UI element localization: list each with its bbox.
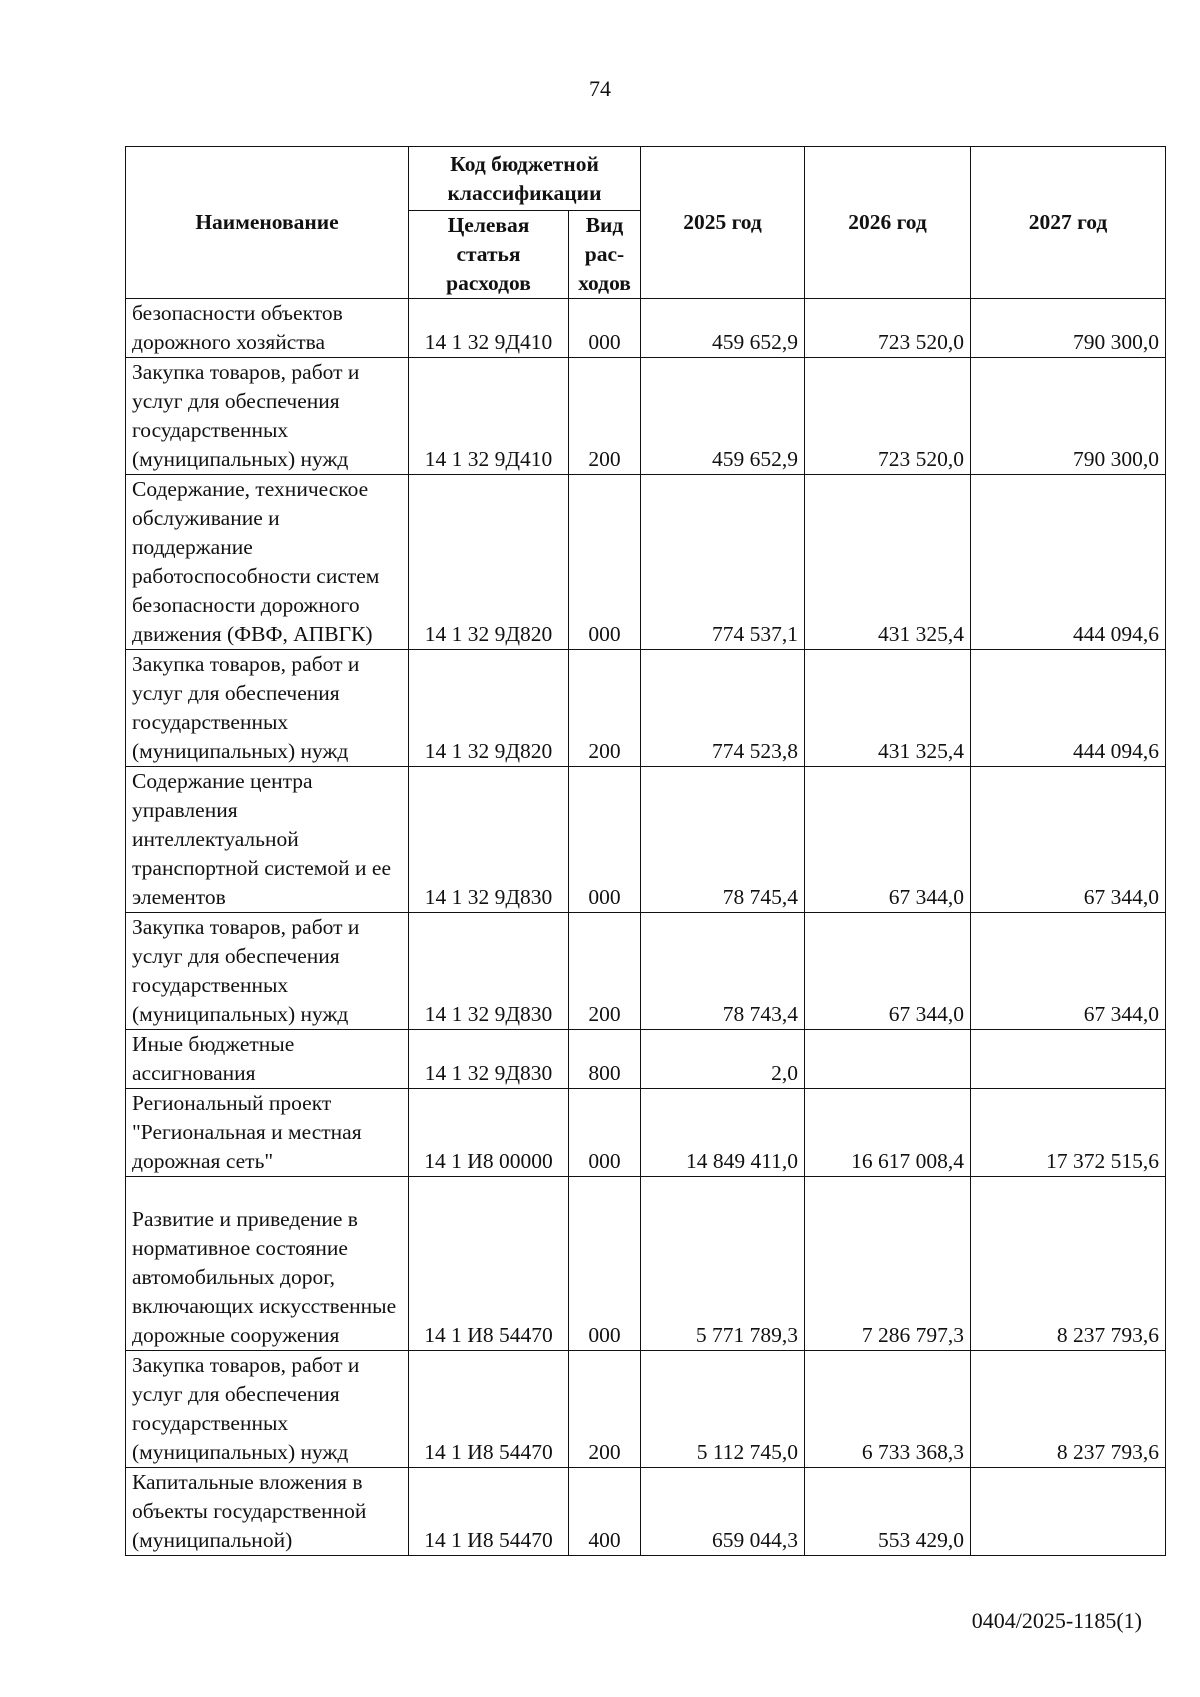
row-name: Развитие и приведение в нормативное состояние автомобильных дорог, включающих искусственные дорожные сооружения [126, 1177, 409, 1351]
row-2027: 17 372 515,6 [971, 1089, 1166, 1177]
row-2027: 444 094,6 [971, 475, 1166, 650]
table-row [126, 1351, 1166, 1468]
table-header [126, 147, 1166, 299]
budget-table [125, 146, 1166, 1556]
header-2025: 2025 год [641, 147, 805, 299]
header-2027: 2027 год [971, 147, 1166, 299]
row-name: Закупка товаров, работ и услуг для обеспечения государственных (муниципальных) нужд [126, 650, 409, 767]
row-expense-kind: 000 [569, 1177, 641, 1351]
row-expense-kind: 000 [569, 1089, 641, 1177]
row-2025: 774 537,1 [641, 475, 805, 650]
row-2026: 67 344,0 [805, 767, 971, 913]
row-name: безопасности объектов дорожного хозяйства [126, 299, 409, 358]
row-name: Закупка товаров, работ и услуг для обеспечения государственных (муниципальных) нужд [126, 358, 409, 475]
header-expense-kind: Вид рас-ходов [569, 211, 641, 299]
row-2026: 553 429,0 [805, 1468, 971, 1556]
row-2026: 6 733 368,3 [805, 1351, 971, 1468]
header-2026: 2026 год [805, 147, 971, 299]
row-2026: 67 344,0 [805, 913, 971, 1030]
row-name: Капитальные вложения в объекты государственной (муниципальной) [126, 1468, 409, 1556]
row-target-article: 14 1 32 9Д830 [409, 767, 569, 913]
header-name: Наименование [126, 147, 409, 299]
row-2025: 78 745,4 [641, 767, 805, 913]
row-expense-kind: 800 [569, 1030, 641, 1089]
row-target-article: 14 1 32 9Д830 [409, 1030, 569, 1089]
row-target-article: 14 1 И8 54470 [409, 1468, 569, 1556]
row-name: Содержание, техническое обслуживание и поддержание работоспособности систем безопасности дорожного движения (ФВФ, АПВГК) [126, 475, 409, 650]
row-target-article: 14 1 И8 00000 [409, 1089, 569, 1177]
table-row [126, 475, 1166, 650]
row-2026 [805, 1030, 971, 1089]
row-2027: 790 300,0 [971, 299, 1166, 358]
row-2026: 16 617 008,4 [805, 1089, 971, 1177]
row-2025: 78 743,4 [641, 913, 805, 1030]
row-expense-kind: 200 [569, 358, 641, 475]
row-2025: 459 652,9 [641, 299, 805, 358]
row-2025: 14 849 411,0 [641, 1089, 805, 1177]
row-2027 [971, 1030, 1166, 1089]
row-expense-kind: 200 [569, 1351, 641, 1468]
header-target-article: Целевая статья расходов [409, 211, 569, 299]
table-row [126, 299, 1166, 358]
table-row [126, 1177, 1166, 1351]
row-2027: 8 237 793,6 [971, 1351, 1166, 1468]
row-2026: 431 325,4 [805, 475, 971, 650]
row-expense-kind: 200 [569, 913, 641, 1030]
row-2025: 459 652,9 [641, 358, 805, 475]
row-2027: 444 094,6 [971, 650, 1166, 767]
row-target-article: 14 1 32 9Д830 [409, 913, 569, 1030]
table-row [126, 1030, 1166, 1089]
table-row [126, 650, 1166, 767]
page-number: 74 [589, 76, 611, 101]
row-2026: 723 520,0 [805, 299, 971, 358]
row-target-article: 14 1 И8 54470 [409, 1351, 569, 1468]
row-2026: 723 520,0 [805, 358, 971, 475]
row-expense-kind: 200 [569, 650, 641, 767]
row-2026: 7 286 797,3 [805, 1177, 971, 1351]
row-target-article: 14 1 32 9Д820 [409, 475, 569, 650]
row-target-article: 14 1 32 9Д820 [409, 650, 569, 767]
row-2027 [971, 1468, 1166, 1556]
document-number: 0404/2025-1185(1) [971, 1608, 1142, 1633]
row-target-article: 14 1 32 9Д410 [409, 299, 569, 358]
row-target-article: 14 1 И8 54470 [409, 1177, 569, 1351]
row-expense-kind: 000 [569, 475, 641, 650]
row-name: Закупка товаров, работ и услуг для обеспечения государственных (муниципальных) нужд [126, 913, 409, 1030]
row-expense-kind: 400 [569, 1468, 641, 1556]
row-2027: 67 344,0 [971, 767, 1166, 913]
table-row [126, 1468, 1166, 1556]
table-row [126, 767, 1166, 913]
header-code-group: Код бюджетной классификации [409, 147, 641, 211]
table-row [126, 358, 1166, 475]
table-row [126, 1089, 1166, 1177]
row-expense-kind: 000 [569, 299, 641, 358]
row-name: Закупка товаров, работ и услуг для обеспечения государственных (муниципальных) нужд [126, 1351, 409, 1468]
row-2025: 659 044,3 [641, 1468, 805, 1556]
row-2027: 8 237 793,6 [971, 1177, 1166, 1351]
row-name: Региональный проект "Региональная и местная дорожная сеть" [126, 1089, 409, 1177]
row-expense-kind: 000 [569, 767, 641, 913]
row-2025: 5 771 789,3 [641, 1177, 805, 1351]
row-2025: 5 112 745,0 [641, 1351, 805, 1468]
row-2025: 774 523,8 [641, 650, 805, 767]
row-name: Содержание центра управления интеллектуальной транспортной системой и ее элементов [126, 767, 409, 913]
row-2025: 2,0 [641, 1030, 805, 1089]
row-target-article: 14 1 32 9Д410 [409, 358, 569, 475]
row-2027: 790 300,0 [971, 358, 1166, 475]
table-row [126, 913, 1166, 1030]
row-2027: 67 344,0 [971, 913, 1166, 1030]
row-name: Иные бюджетные ассигнования [126, 1030, 409, 1089]
row-2026: 431 325,4 [805, 650, 971, 767]
